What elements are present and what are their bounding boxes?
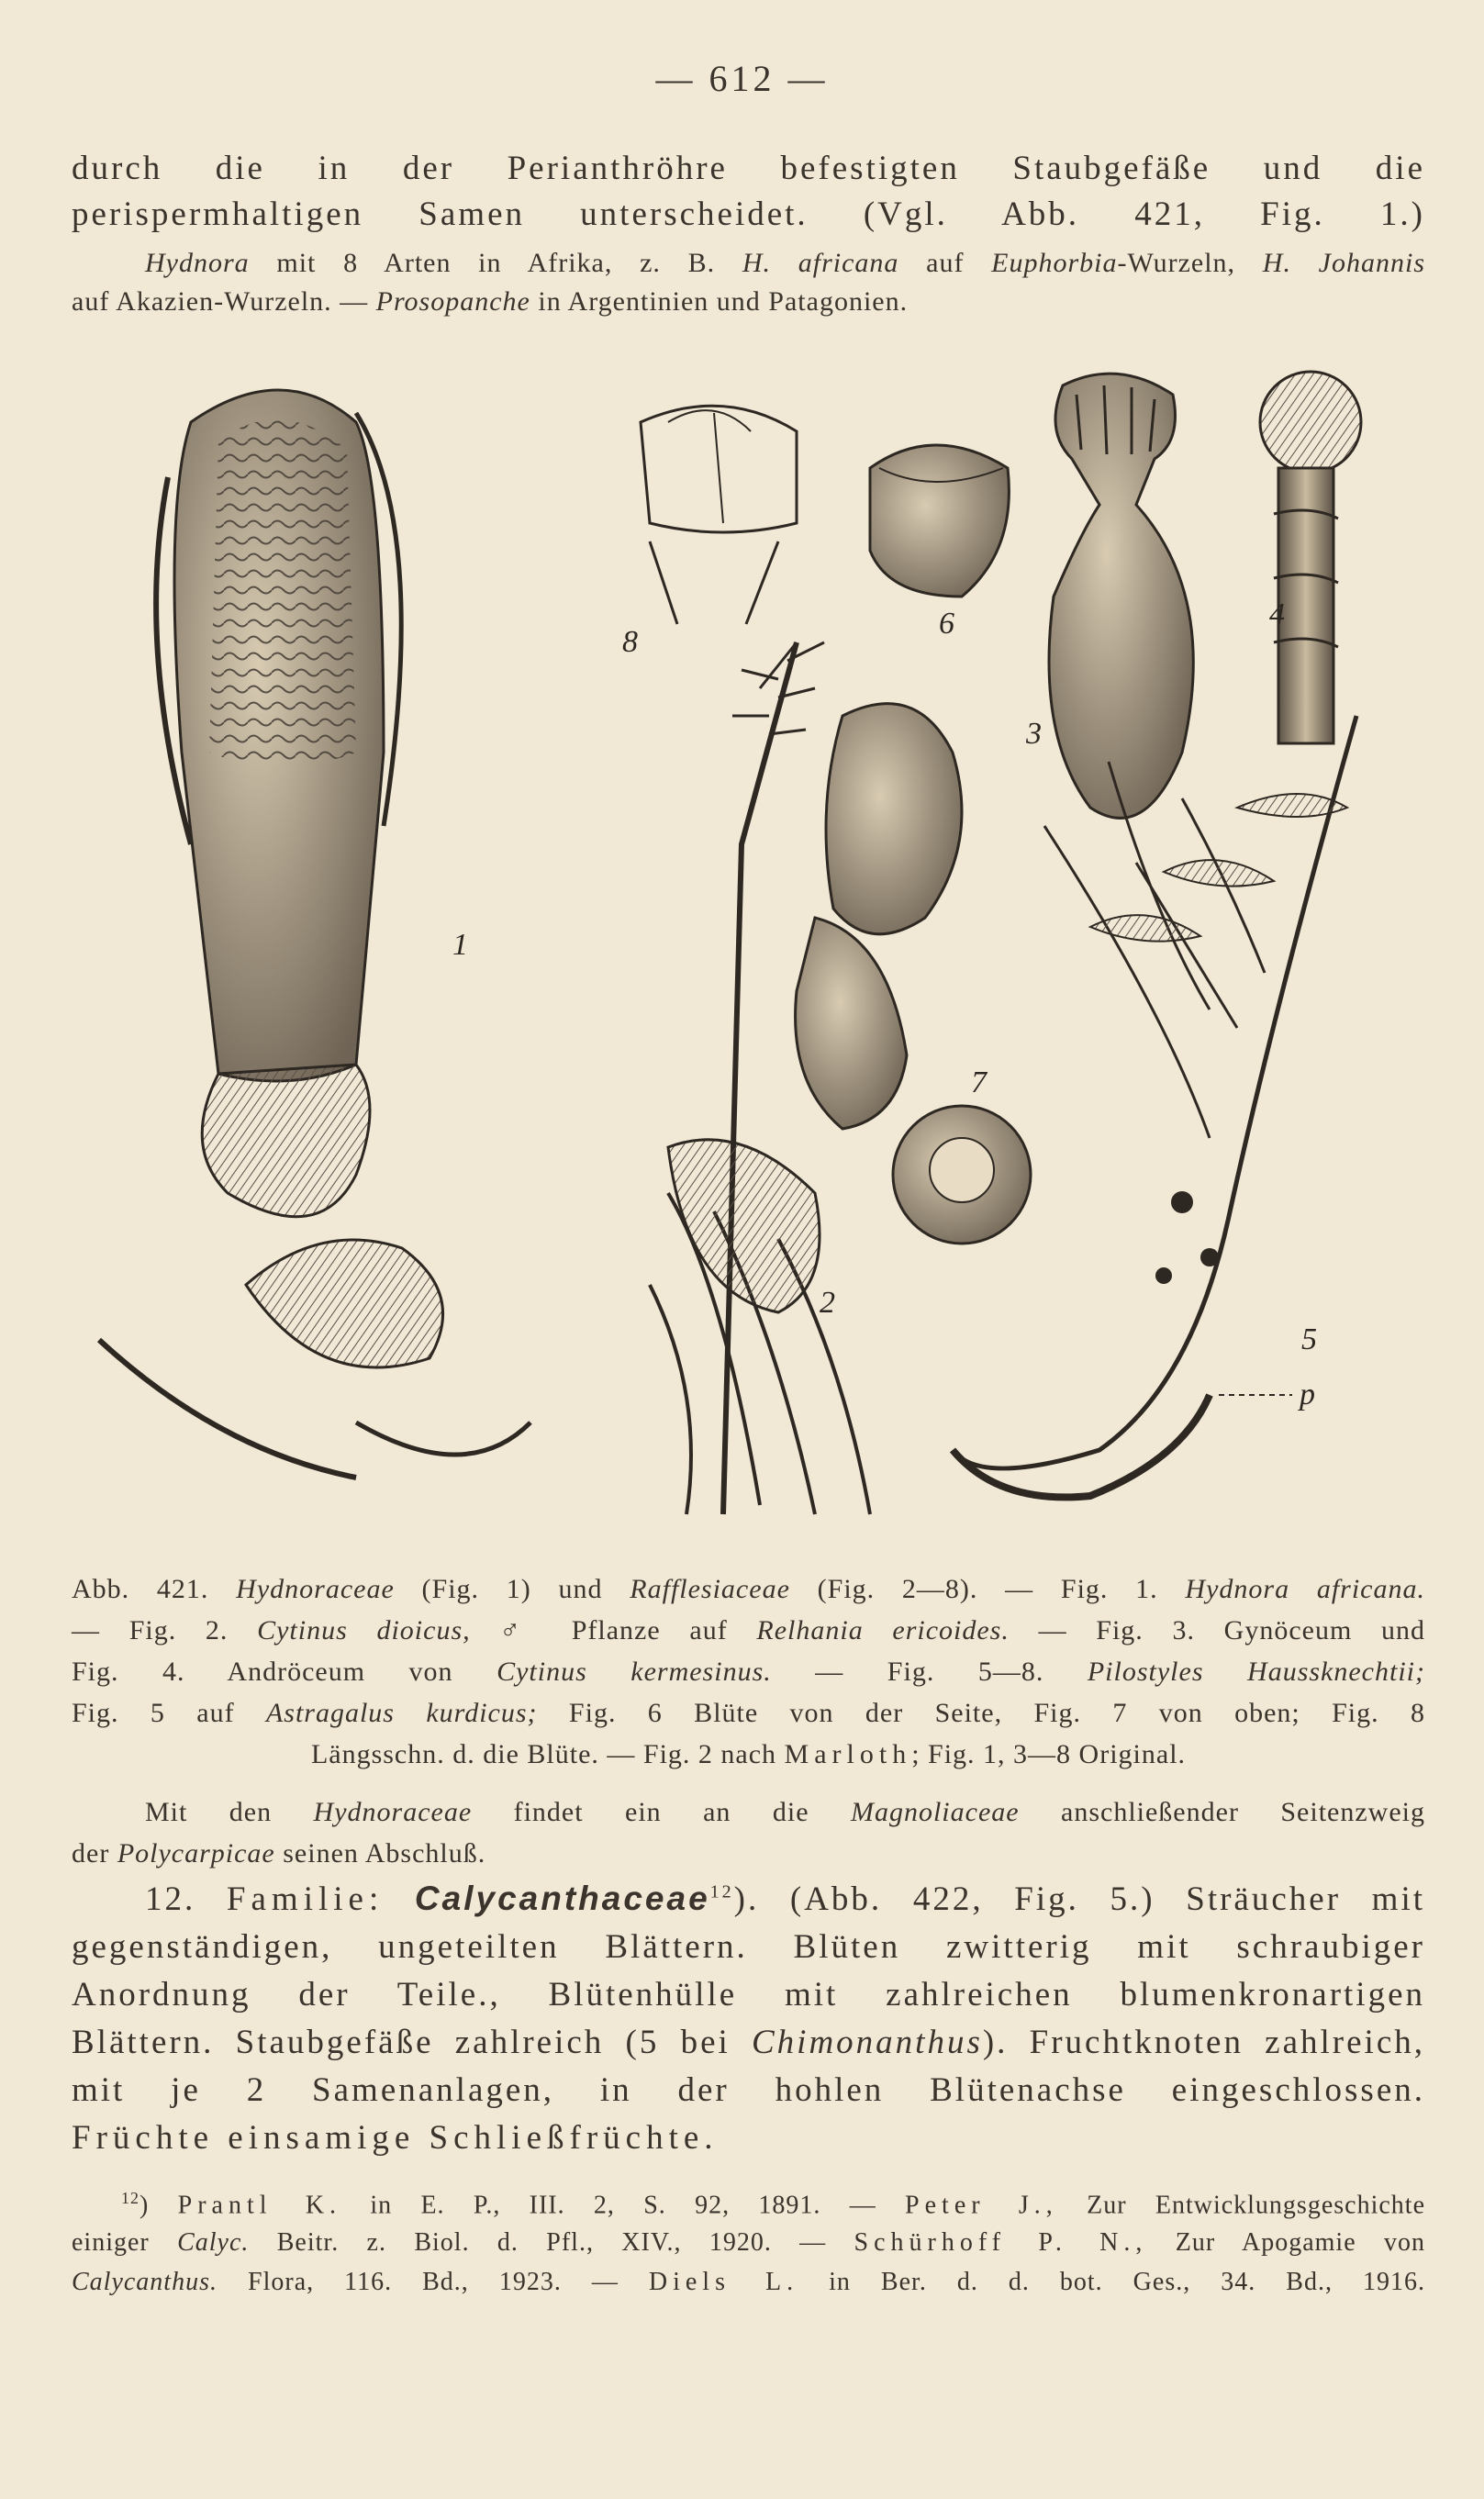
- fig-label-2: 2: [820, 1286, 835, 1320]
- body-p2-line-5: mit je 2 Samenanlagen, in der hohlen Blütenachse eingeschlossen.: [72, 2071, 1425, 2109]
- fig-label-3: 3: [1026, 717, 1042, 751]
- body-p2-line-4: Blättern. Staubgefäße zahlreich (5 bei Chimonanthus). Fruchtknoten zahlreich,: [72, 2024, 1425, 2061]
- body-p2-line-2: gegenständigen, ungeteilten Blättern. Blüten zwitterig mit schraubiger: [72, 1928, 1425, 1966]
- caption-line-2: — Fig. 2. Cytinus dioicus, ♂ Pflanze auf Relhania ericoides. — Fig. 3. Gynöceum und: [72, 1615, 1425, 1646]
- footnote-line-1: $^{12}$) Prantl K. in E. P., III. 2, S. 92, 1891. — Peter J., Zur Entwicklungsgeschichte: [121, 2189, 1425, 2220]
- body-p2-line-6: Früchte einsamige Schließfrüchte.: [72, 2119, 719, 2157]
- genus-hydnora: Hydnora: [145, 248, 250, 278]
- fig-label-5: 5: [1301, 1322, 1317, 1356]
- page-number: — 612 —: [655, 58, 829, 99]
- body-p2-line-1: 12. Familie: Calycanthaceae$^{12}$). (Abb. 422, Fig. 5.) Sträucher mit: [145, 1880, 1426, 1918]
- intro-line-3: Hydnora mit 8 Arten in Afrika, z. B. H. africana auf Euphorbia-Wurzeln, H. Johannis: [145, 248, 1425, 278]
- fig-2-cytinus-dioicus: [650, 642, 962, 1514]
- fig-3-gynoeceum: [1049, 374, 1193, 818]
- caption-line-5: Längsschn. d. die Blüte. — Fig. 2 nach Marloth; Fig. 1, 3—8 Original.: [310, 1739, 1187, 1769]
- family-calycanthaceae: Calycanthaceae: [414, 1880, 710, 1917]
- intro-line-2: perispermhaltigen Samen unterscheidet. (Vgl. Abb. 421, Fig. 1.): [72, 195, 1425, 233]
- fig-8-longitudinal-section: [641, 406, 797, 624]
- fig-label-6: 6: [939, 607, 954, 641]
- fig-label-p: p: [1300, 1378, 1315, 1411]
- footnote-line-3: Calycanthus. Flora, 116. Bd., 1923. — Diels L. in Ber. d. d. bot. Ges., 34. Bd., 1916.: [72, 2268, 1425, 2296]
- fig-6-flower-side: [870, 445, 1009, 597]
- plate-drawing: [81, 367, 1430, 1546]
- caption-line-4: Fig. 5 auf Astragalus kurdicus; Fig. 6 Blüte von der Seite, Fig. 7 von oben; Fig. 8: [72, 1698, 1426, 1728]
- fig-label-7: 7: [971, 1065, 987, 1099]
- fig-label-1: 1: [452, 928, 468, 962]
- intro-line-1: durch die in der Perianthröhre befestigten Staubgefäße und die: [72, 150, 1425, 187]
- fig-label-8: 8: [622, 625, 638, 659]
- body-p1-line-1: Mit den Hydnoraceae findet ein an die Magnoliaceae anschließender Seitenzweig: [145, 1797, 1425, 1827]
- intro-line-4: auf Akazien-Wurzeln. — Prosopanche in Argentinien und Patagonien.: [72, 286, 909, 317]
- fig-4-androeceum: [1260, 372, 1361, 743]
- fig-5-pilostyles-astragalus: [953, 716, 1356, 1497]
- body-p1-line-2: der Polycarpicae seinen Abschluß.: [72, 1838, 486, 1869]
- body-p2-line-3: Anordnung der Teile., Blütenhülle mit zahlreichen blumenkronartigen: [72, 1976, 1425, 2014]
- genus-prosopanche: Prosopanche: [375, 286, 530, 317]
- botanical-illustration-plate: [81, 367, 1430, 1546]
- caption-line-1: Abb. 421. Hydnoraceae (Fig. 1) und Rafflesiaceae (Fig. 2—8). — Fig. 1. Hydnora africana.: [72, 1574, 1425, 1604]
- caption-line-3: Fig. 4. Andröceum von Cytinus kermesinus. — Fig. 5—8. Pilostyles Haussknechtii;: [72, 1657, 1425, 1687]
- fig-label-4: 4: [1269, 597, 1285, 631]
- footnote-line-2: einiger Calyc. Beitr. z. Biol. d. Pfl., XIV., 1920. — Schürhoff P. N., Zur Apogamie von: [72, 2228, 1425, 2257]
- fig-7-flower-top: [893, 1106, 1031, 1244]
